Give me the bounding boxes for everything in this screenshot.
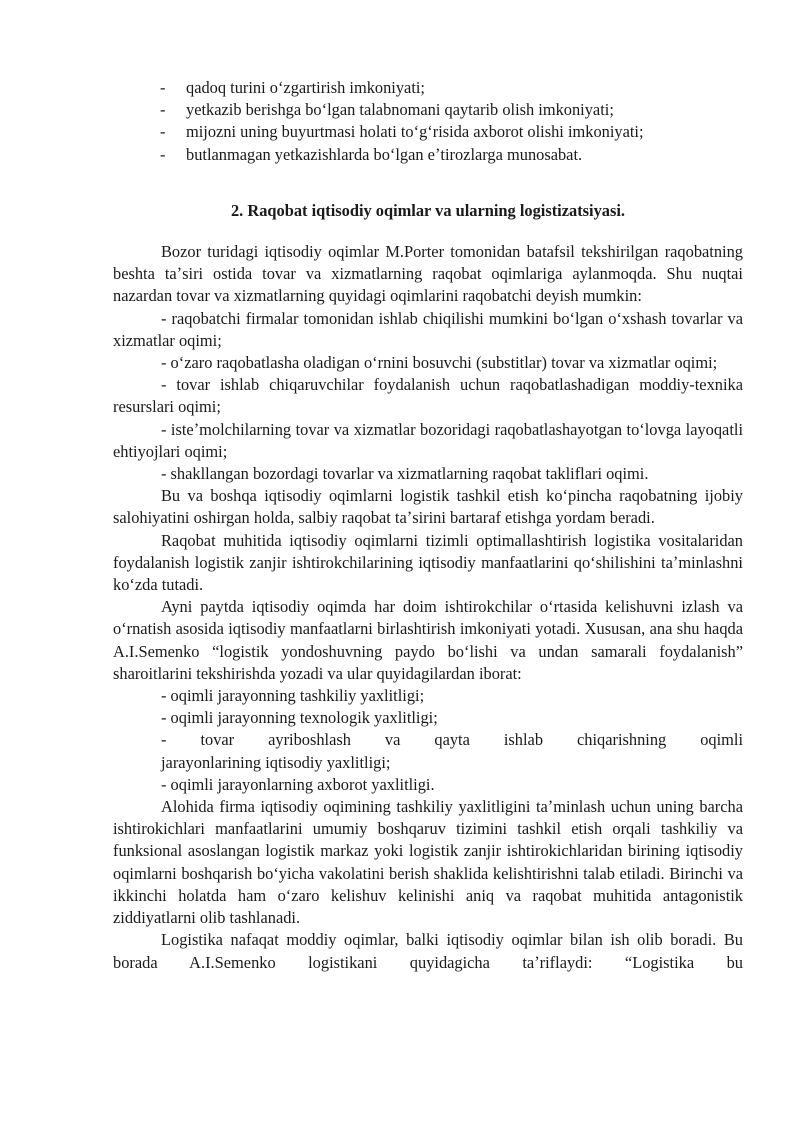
paragraph: Ayni paytda iqtisodiy oqimda har doim ishtirokchilar oʻrtasida kelishuvni izlash va oʻrnatish asosida iqtisodiy manfaatlarni birlashtirish imkoniyati yotadi. Xususan, ana shu haqda A.I.Semenko “logistik yondoshuvning paydo boʻlishi va undan samarali foydalanish” sharoitlarini tekshirishda yozadi va ular quyidagilardan iborat:: [113, 597, 743, 683]
intro-paragraph: Bozor turidagi iqtisodiy oqimlar M.Porter tomonidan batafsil tekshirilgan raqobatning beshta taʼsiri ostida tovar va xizmatlarning raqobat oqimlariga aylanmoqda. Shu nuqtai nazardan tovar va xizmatlarning quyidagi oqimlarini raqobatchi deyish mumkin:: [113, 242, 743, 306]
integrity-list-item: - oqimli jarayonning texnologik yaxlitligi;: [161, 708, 438, 728]
list-dash: -: [160, 100, 166, 120]
list-item-text: mijozni uning buyurtmasi holati toʻgʻrisida axborot olishi imkoniyati;: [186, 122, 644, 142]
paragraph: Alohida firma iqtisodiy oqimining tashkiliy yaxlitligini taʼminlash uchun uning barcha ishtirokichlari manfaatlarini umumiy boshqaruv tizimini tashkil etish orqali tashkiliy va funksional asoslangan logistik markaz yoki logistik zanjir ishtirokichlaridan birining iqtisodiy oqimlarni boshqarish boʻyicha vakolatini berish shaklida kelishtirishni talab etiladi. Birinchi va ikkinchi holatda ham oʻzaro kelishuv kelinishi aniq va raqobat muhitida antagonistik ziddiyatlarni olib tashlanadi.: [113, 797, 743, 928]
body-text: [113, 241, 743, 974]
list-dash: -: [160, 78, 166, 97]
flows-list-item: - tovar ishlab chiqaruvchilar foydalanish uchun raqobatlashadigan moddiy-texnika resurslari oqimi;: [113, 375, 743, 417]
paragraph: Logistika nafaqat moddiy oqimlar, balki iqtisodiy oqimlar bilan ish olib boradi. Bu borada A.I.Semenko logistikani quyidagicha taʼriflaydi: “Logistika bu: [113, 930, 743, 972]
flows-list-item: - oʻzaro raqobatlasha oladigan oʻrnini bosuvchi (substitlar) tovar va xizmatlar oqimi;: [161, 353, 718, 373]
integrity-list-item: - tovar ayriboshlash va qayta ishlab chiqarishning oqimli: [161, 730, 743, 750]
list-dash: -: [160, 122, 166, 142]
list-item: [160, 77, 760, 99]
top-dash-list: [160, 77, 760, 166]
paragraph: Raqobat muhitida iqtisodiy oqimlarni tizimli optimallashtirish logistika vositalaridan foydalanish logistik zanjir ishtirokchilarining iqtisodiy manfaatlarini qoʻshilishini taʼminlashni koʻzda tutadi.: [113, 530, 743, 595]
section-heading: 2. Raqobat iqtisodiy oqimlar va ularning logistizatsiyasi.: [230, 201, 626, 220]
list-item-text: butlanmagan yetkazishlarda boʻlgan eʼtirozlarga munosabat.: [186, 144, 583, 164]
flows-list-item: - shakllangan bozordagi tovarlar va xizmatlarning raqobat takliflari oqimi.: [161, 464, 649, 484]
list-dash: -: [160, 144, 166, 164]
integrity-list-item: - oqimli jarayonlarning axborot yaxlitligi.: [161, 774, 435, 794]
paragraph: Bu va boshqa iqtisodiy oqimlarni logistik tashkil etish koʻpincha raqobatning ijobiy salohiyatini oshirgan holda, salbiy raqobat taʼsirini bartaraf etishga yordam beradi.: [113, 486, 743, 528]
list-item-text: qadoq turini oʻzgartirish imkoniyati;: [186, 78, 425, 97]
flows-list-item: - isteʼmolchilarning tovar va xizmatlar bozoridagi raqobatlashayotgan toʻlovga layoqatli ehtiyojlari oqimi;: [113, 419, 743, 461]
list-item: [160, 144, 760, 166]
flows-list-item: - raqobatchi firmalar tomonidan ishlab chiqilishi mumkini boʻlgan oʻxshash tovarlar va xizmatlar oqimi;: [113, 308, 743, 350]
integrity-list-item: - oqimli jarayonning tashkiliy yaxlitligi;: [161, 686, 425, 706]
list-item: [160, 99, 760, 121]
list-item-text: yetkazib berishga boʻlgan talabnomani qaytarib olish imkoniyati;: [186, 100, 614, 120]
integrity-list-item-continued: jarayonlarining iqtisodiy yaxlitligi;: [161, 752, 391, 772]
list-item: [160, 121, 760, 143]
